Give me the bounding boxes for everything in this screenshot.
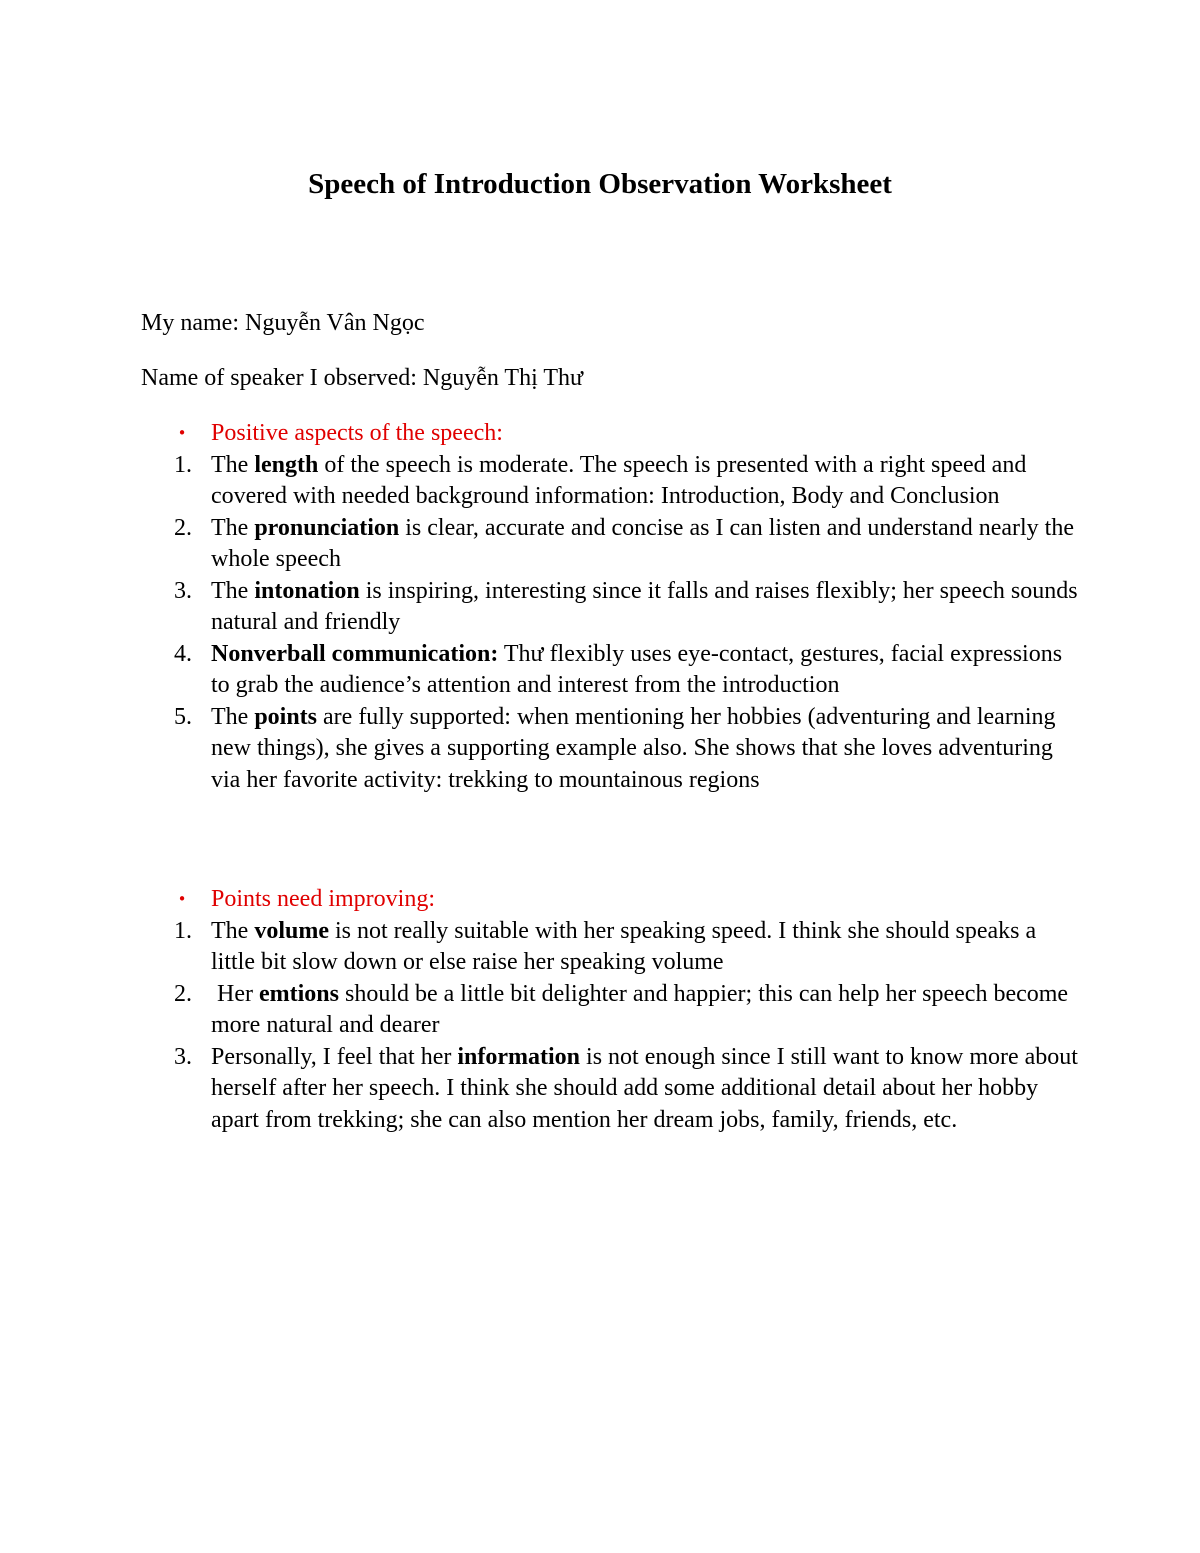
list-item (141, 450, 1081, 513)
item-number: 1. (174, 451, 192, 478)
points-improving-heading: Points need improving: (211, 886, 435, 912)
item-keyword: pronunciation (254, 514, 400, 541)
points-improving-list (141, 916, 1081, 1137)
page-title: Speech of Introduction Observation Worksheet (308, 168, 892, 200)
list-item (141, 576, 1081, 639)
positive-aspects-section (141, 418, 1081, 796)
positive-aspects-list (141, 450, 1081, 797)
item-keyword: intonation (254, 577, 360, 604)
speaker-observed-line: Name of speaker I observed: Nguyễn Thị Thư (141, 365, 583, 391)
item-keyword: volume (254, 917, 329, 944)
bullet-icon: • (177, 890, 187, 908)
list-item (141, 702, 1081, 797)
item-text: The intonation is inspiring, interesting since it falls and raises flexibly; her speech sounds natural and friendly (211, 577, 1078, 635)
points-improving-section (141, 884, 1081, 1136)
item-text: The length of the speech is moderate. The speech is presented with a right speed and covered with needed background information: Introduction, Body and Conclusion (211, 451, 1027, 509)
item-keyword: Nonverball communication: (211, 640, 499, 667)
item-text: Personally, I feel that her information is not enough since I still want to know more about herself after her speech. I think she should add some additional detail about her hobby apart from trekking; she can also mention her dream jobs, family, friends, etc. (211, 1043, 1078, 1133)
item-number: 4. (174, 640, 192, 667)
list-item (141, 1042, 1081, 1137)
list-item (141, 916, 1081, 979)
item-keyword: emtions (258, 980, 339, 1007)
item-text: The volume is not really suitable with her speaking speed. I think she should speaks a little bit slow down or else raise her speaking volume (211, 917, 1037, 975)
my-name-line: My name: Nguyễn Vân Ngọc (141, 310, 425, 336)
item-text: Her emtions should be a little bit delighter and happier; this can help her speech become more natural and dearer (211, 980, 1069, 1038)
item-number: 2. (174, 980, 192, 1007)
item-number: 3. (174, 1043, 192, 1070)
item-number: 5. (174, 703, 192, 730)
points-improving-heading-row (141, 884, 1081, 916)
list-item (141, 639, 1081, 702)
list-item (141, 979, 1081, 1042)
item-number: 1. (174, 917, 192, 944)
positive-aspects-heading: Positive aspects of the speech: (211, 420, 503, 446)
item-text: The points are fully supported: when mentioning her hobbies (adventuring and learning new things), she gives a supporting example also. She shows that she loves adventuring via her favorite activity: trekking to mountainous regions (211, 703, 1056, 793)
item-text: Nonverball communication: Thư flexibly uses eye-contact, gestures, facial expressions to grab the audience’s attention and interest from the introduction (211, 640, 1063, 698)
item-number: 3. (174, 577, 192, 604)
positive-aspects-heading-row (141, 418, 1081, 450)
item-keyword: length (254, 451, 319, 478)
bullet-icon: • (177, 424, 187, 442)
item-text: The pronunciation is clear, accurate and concise as I can listen and understand nearly the whole speech (211, 514, 1074, 572)
item-keyword: information (457, 1043, 581, 1070)
item-keyword: points (254, 703, 318, 730)
list-item (141, 513, 1081, 576)
item-number: 2. (174, 514, 192, 541)
